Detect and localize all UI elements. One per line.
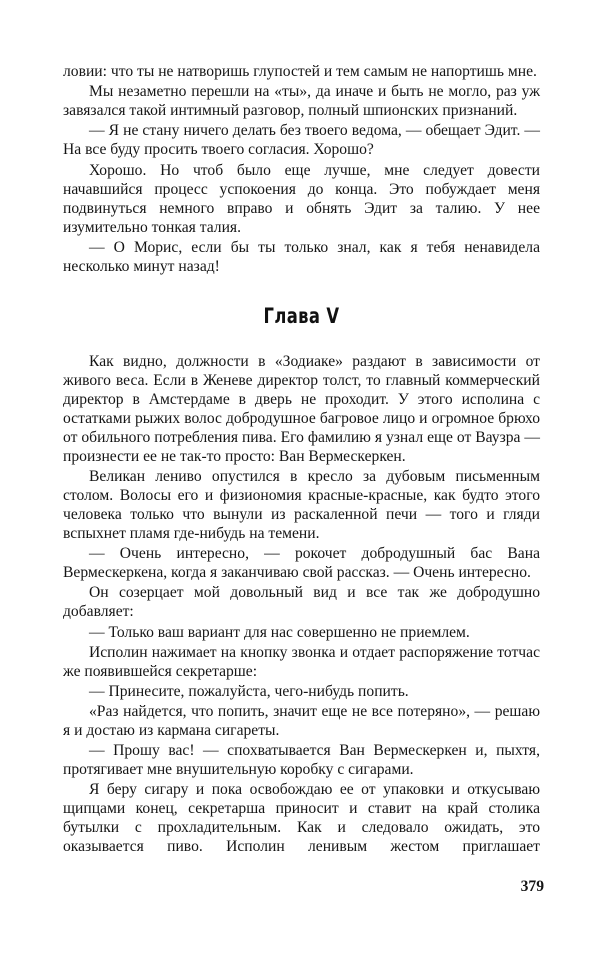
page-number: 379 xyxy=(520,878,544,895)
paragraph: ловии: что ты не натворишь глупостей и тем самым не напортишь мне. xyxy=(63,63,537,80)
paragraph: — Прошу вас! — спохватывается Ван Вермескеркен и, пыхтя, протягивает мне внушительную коробку с сигарами. xyxy=(63,742,540,779)
paragraph: Хорошо. Но чтоб было еще лучше, мне следует довести начавшийся процесс успокоения до конца. Это побуждает меня подвинуться немного вправо и обнять Эдит за талию. У нее изумительно тонкая талия. xyxy=(63,161,540,236)
paragraph: — Только ваш вариант для нас совершенно не приемлем. xyxy=(89,623,470,641)
paragraph: — Очень интересно, — рокочет добродушный бас Вана Вермескеркена, когда я заканчиваю свой рассказ. — Очень интересно. xyxy=(63,545,540,582)
chapter-title: Глава V xyxy=(263,303,340,328)
paragraph: «Раз найдется, что попить, значит еще не все потеряно», — решаю я и достаю из кармана сигареты. xyxy=(63,703,540,740)
book-page xyxy=(63,62,540,858)
paragraph: Исполин нажимает на кнопку звонка и отдает распоряжение тотчас же появившейся секретарше: xyxy=(63,643,540,680)
paragraph: Как видно, должности в «Зодиаке» раздают в зависимости от живого веса. Если в Женеве директор толст, то главный коммерческий директор в Амстердаме в дверь не проходит. У этого исполина с остатками рыжих волос добродушное багровое лицо и огромное брюхо от обильного потребления пива. Его фамилию я узнал еще от Ваузра — произнести ее не так-то просто: Ван Вермескеркен. xyxy=(63,352,540,465)
paragraph: Он созерцает мой довольный вид и все так же добродушно добавляет: xyxy=(63,584,540,621)
paragraph: Я беру сигару и пока освобождаю ее от упаковки и откусываю щипцами конец, секретарша приносит и ставит на край столика бутылки с прохладительным. Как и следовало ожидать, это оказывается пиво. Исполин ленивым жестом приглашает xyxy=(63,781,540,856)
paragraph: — О Морис, если бы ты только знал, как я тебя ненавидела несколько минут назад! xyxy=(63,238,540,275)
paragraph: — Я не стану ничего делать без твоего ведома, — обещает Эдит. — На все буду просить твоего согласия. Хорошо? xyxy=(63,122,540,159)
paragraph: Мы незаметно перешли на «ты», да иначе и быть не могло, раз уж завязался такой интимный разговор, полный шпионских признаний. xyxy=(63,83,540,120)
paragraph: Великан лениво опустился в кресло за дубовым письменным столом. Волосы его и физиономия красные-красные, как будто этого человека только что вынули из раскаленной печи — того и гляди вспыхнет пламя где-нибудь на темени. xyxy=(63,467,540,542)
paragraph: — Принесите, пожалуйста, чего-нибудь попить. xyxy=(89,682,409,700)
